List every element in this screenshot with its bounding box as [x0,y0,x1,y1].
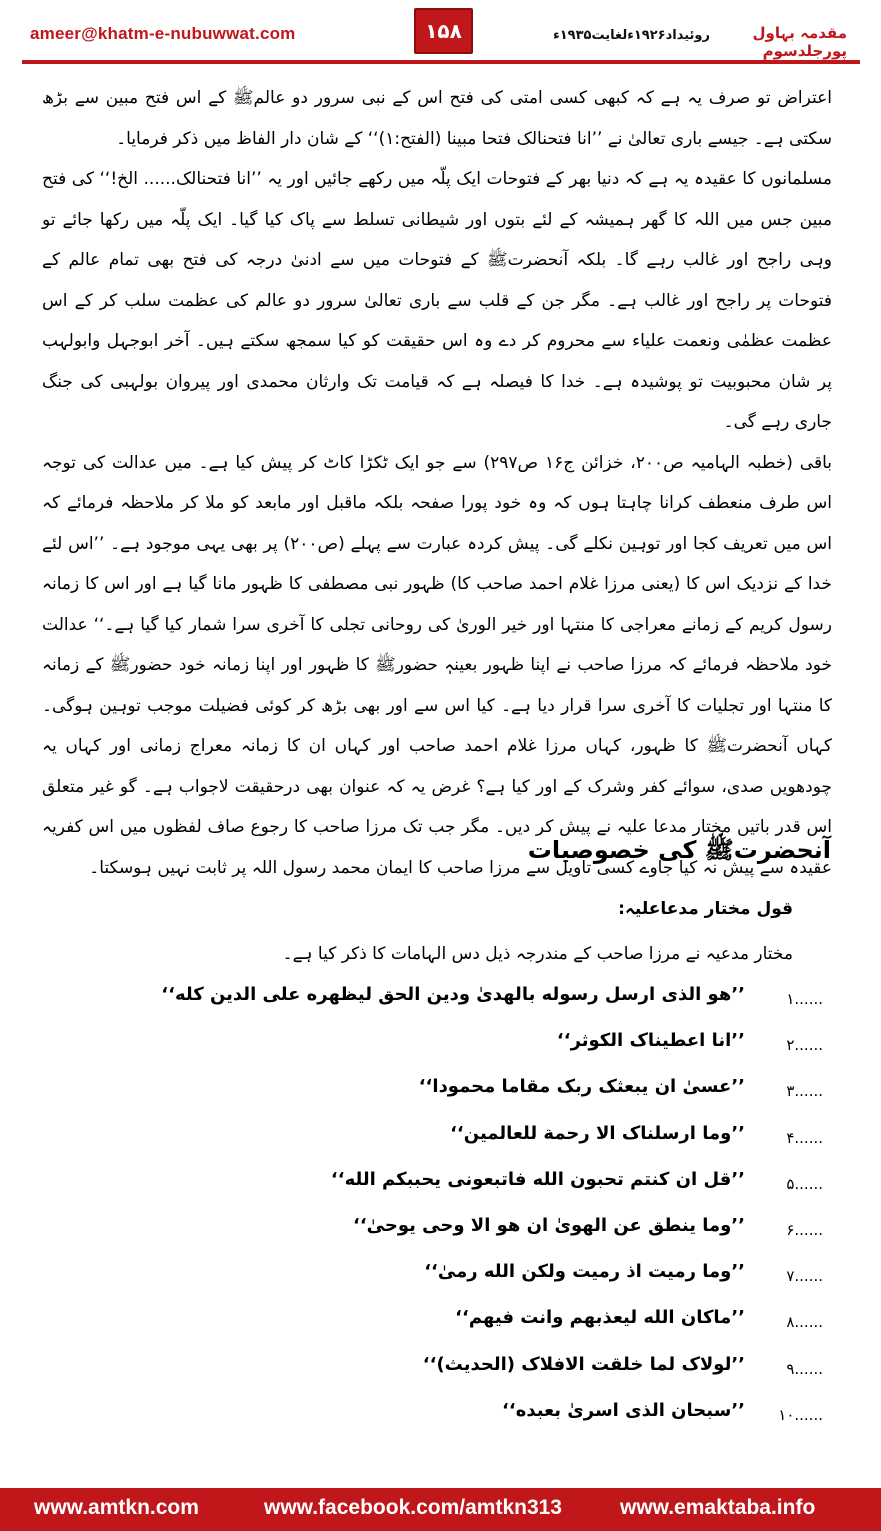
page-footer [0,1488,881,1531]
item-number: ۱۰...... [778,1405,823,1424]
footer-link-amtkn[interactable]: www.amtkn.com [34,1496,199,1519]
item-text: ’’ماكان الله ليعذبهم وانت فيهم‘‘ [455,1307,745,1329]
item-text: ’’سبحان الذى اسرىٰ بعبده‘‘ [502,1399,745,1421]
list-item [103,1209,823,1255]
item-text: ’’وما ارسلناک الا رحمة للعالمين‘‘ [450,1122,745,1144]
item-text: ’’عسىٰ ان يبعثک ربک مقاما محمودا‘‘ [418,1076,745,1098]
item-text: ’’هو الذى ارسل رسوله بالهدىٰ ودين الحق ليظهره على الدين كله‘‘ [161,984,745,1005]
paragraph: اعتراض تو صرف یہ ہے کہ کبھی کسی امتی کی فتح اس کے نبی سرور دو عالمﷺ کے اس فتح مبین سے بڑھ سکتی ہے۔ جیسے باری تعالیٰ نے ’’انا فتحنالک فتحا مبینا (الفتح:۱)‘‘ کے شان دار الفاظ میں ذکر فرمایا۔ [42,88,832,149]
revelations-list [103,978,823,1440]
list-item [103,1163,823,1209]
list-item [103,1024,823,1070]
item-number: ۷...... [786,1267,823,1286]
statement-intro: مختار مدعیہ نے مرزا صاحب کے مندرجہ ذیل دس الہامات کا ذکر کیا ہے۔ [282,944,793,964]
page-header [0,0,881,62]
item-number: ۵...... [786,1174,823,1193]
list-item [103,1394,823,1440]
item-text: ’’لولاک لما خلقت الافلاک (الحديث)‘‘ [422,1353,745,1375]
item-text: ’’انا اعطيناک الكوثر‘‘ [556,1030,745,1052]
list-item [103,1348,823,1394]
list-item [103,1117,823,1163]
item-text: ’’وما ينطق عن الهوىٰ ان هو الا وحى يوحىٰ‘‘ [352,1214,745,1236]
paragraph: مسلمانوں کا عقیدہ یہ ہے کہ دنیا بھر کے فتوحات ایک پلّہ میں رکھے جائیں اور یہ ’’انا فتحنالک...... الخ!‘‘ کی فتح مبین جس میں اللہ کا گھر ہمیشہ کے لئے بتوں اور شیطانی تسلط سے پاک کیا گیا۔ ایک پلّہ میں رکھا جائے تو وہی راجح اور غالب رہے گا۔ بلکہ آنحضرتﷺ کے فتوحات میں سے ادنیٰ درجہ کی فتح بھی تمام عالم کے فتوحات پر راجح اور غالب ہے۔ مگر جن کے قلب سے باری تعالیٰ سرور دو عالم کی عظمت سلب کر کے اس عظمت عظمٰی ونعمت علیاء سے محروم کر دے وہ اس حقیقت کو کیا سمجھ سکتے ہیں۔ آخر ابوجہل وابولہب پر شان محبوبیت تو پوشیدہ ہے۔ خدا کا فیصلہ ہے کہ قیامت تک وارثان محمدی اور پیروان بولہبی کی جنگ جاری رہے گی۔ [42,169,832,432]
item-text: ’’قل ان كنتم تحبون الله فاتبعونی يحببكم الله‘‘ [330,1168,745,1190]
list-item [103,1070,823,1116]
book-title: مقدمہ بہاول پورجلدسوم [752,24,847,60]
header-divider [22,60,860,64]
footer-link-emaktaba[interactable]: www.emaktaba.info [620,1496,816,1519]
report-range: روئیداد۱۹۲۶ءلغایت۱۹۳۵ء [553,28,710,43]
item-text: ’’وما رميت اذ رميت ولكن الله رمىٰ‘‘ [424,1261,745,1283]
list-item [103,1255,823,1301]
item-number: ۲...... [786,1036,823,1055]
body-text [42,78,832,888]
item-number: ۴...... [786,1128,823,1147]
paragraph: باقی (خطبہ الہامیہ ص۲۰۰، خزائن ج۱۶ ص۲۹۷) سے جو ایک ٹکڑا کاٹ کر پیش کیا ہے۔ میں عدالت کی توجہ اس طرف منعطف کرانا چاہتا ہوں کہ وہ خود پورا صفحہ بلکہ ماقبل اور مابعد کو ملا کر ملاحظہ فرمائے کہ اس میں تعریف کجا اور توہین نکلے گی۔ پیش کردہ عبارت سے پہلے (ص۲۰۰) پر بھی یہی موجود ہے۔ ’’اس لئے خدا کے نزدیک اس کا (یعنی مرزا غلام احمد صاحب کا) ظہور نبی مصطفی کا ظہور مانا گیا ہے اور اس کا زمانہ رسول کریم کے زمانے معراجی کا منتہا اور خیر الوریٰ کی روحانی تجلی کا آخری سرا شمار کیا گیا ہے۔‘‘ عدالت خود ملاحظہ فرمائے کہ مرزا صاحب نے اپنا ظہور بعینہٖ حضورﷺ کا ظہور اور اپنا زمانہ خود حضورﷺ کے زمانہ کا منتہا اور تجلیات کا آخری سرا قرار دیا ہے۔ کیا اس سے اور بھی بڑھ کر کوئی فضیلت موجب توہین ہوگی۔ کہاں آنحضرتﷺ کا ظہور، کہاں مرزا غلام احمد صاحب اور کہاں ان کا زمانہ معراج زمانی اور کہاں یہ چودھویں صدی، سوائے کفر وشرک کے اور کیا ہے؟ غرض یہ کہ عنوان بھی درحقیقت لاجواب ہے۔ گو غیر متعلق اس قدر باتیں مختار مدعا علیہ نے پیش کر دیں۔ مگر جب تک مرزا صاحب کا رجوع صاف لفظوں میں اس کفریہ عقیدہ سے پیش نہ کیا جاوے کسی تاویل سے مرزا صاحب کا ایمان محمد رسول اللہ پر ثابت نہیں ہوسکتا۔ [42,452,832,878]
item-number: ۶...... [786,1220,823,1239]
item-number: ۹...... [786,1359,823,1378]
footer-link-facebook[interactable]: www.facebook.com/amtkn313 [264,1496,562,1519]
item-number: ۳...... [786,1082,823,1101]
email-address[interactable]: ameer@khatm-e-nubuwwat.com [30,24,296,43]
list-item [103,1301,823,1347]
item-number: ۱...... [786,990,823,1008]
item-number: ۸...... [786,1313,823,1332]
page-number-badge: ۱۵۸ [414,8,473,54]
section-heading: آنحضرتﷺ کی خصوصیات [527,836,831,864]
list-item [103,978,823,1024]
statement-label: قول مختار مدعاعلیہ: [618,899,793,919]
